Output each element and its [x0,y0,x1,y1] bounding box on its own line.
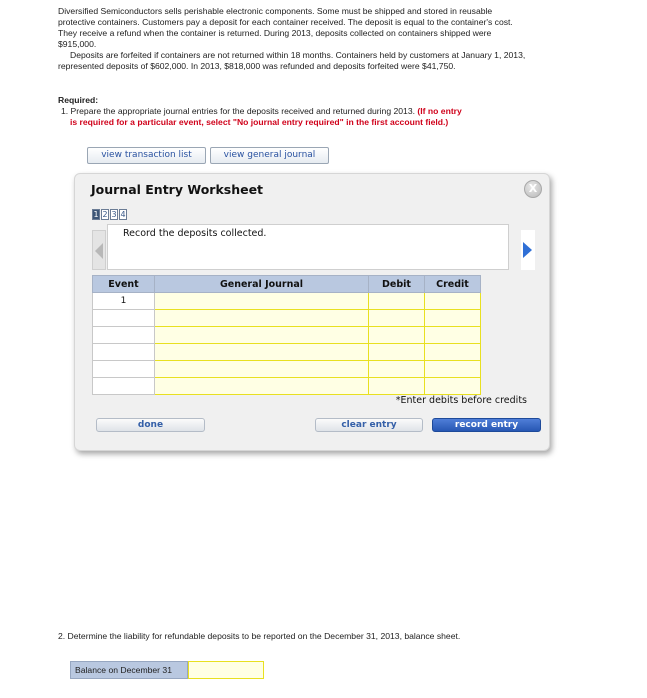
previous-arrow-icon[interactable] [92,230,106,270]
account-field[interactable] [155,361,369,378]
event-cell [93,310,155,327]
required-item-1-note-a: (If no entry [417,106,462,116]
column-header-credit: Credit [425,276,481,293]
event-cell [93,361,155,378]
step-tab-1[interactable]: 1 [93,210,99,219]
table-row [93,378,481,395]
column-header-event: Event [93,276,155,293]
balance-input[interactable] [188,661,264,679]
journal-entry-worksheet [74,173,550,451]
next-arrow-icon[interactable] [521,230,535,270]
problem-statement [58,6,528,72]
debit-field[interactable] [369,310,425,327]
event-cell: 1 [93,293,155,310]
account-field[interactable] [155,293,369,310]
account-field[interactable] [155,344,369,361]
debit-field[interactable] [369,361,425,378]
credit-field[interactable] [425,293,481,310]
balance-label: Balance on December 31 [70,661,188,679]
account-field[interactable] [155,310,369,327]
event-cell [93,344,155,361]
debit-field[interactable] [369,327,425,344]
done-button[interactable]: done [96,418,205,432]
question-2: 2. Determine the liability for refundable deposits to be reported on the December 31, 2013, balance sheet. [58,631,461,641]
worksheet-title: Journal Entry Worksheet [91,182,264,197]
table-row [93,293,481,310]
required-section [58,95,528,128]
view-transaction-list-button[interactable]: view transaction list [87,147,206,164]
step-tab-3[interactable]: 3 [111,210,117,219]
credit-field[interactable] [425,327,481,344]
problem-paragraph-2: Deposits are forfeited if containers are not returned within 18 months. Containers held by customers at January 1, 2013, represented deposits of $602,000. In 2013, $818,000 was refunded and deposits forfeited were $41,750. [58,50,526,71]
event-cell [93,327,155,344]
required-item-1-note-b: is required for a particular event, select "No journal entry required" in the first account field.) [70,117,449,127]
table-row [93,310,481,327]
debit-field[interactable] [369,378,425,395]
table-row [93,344,481,361]
required-item-1 [58,106,528,117]
event-cell [93,378,155,395]
credit-field[interactable] [425,361,481,378]
account-field[interactable] [155,378,369,395]
instruction-box [107,224,509,270]
credit-field[interactable] [425,378,481,395]
column-header-general-journal: General Journal [155,276,369,293]
journal-table [92,275,481,395]
close-icon[interactable]: X [524,180,542,198]
credit-field[interactable] [425,310,481,327]
step-tab-4[interactable]: 4 [120,210,126,219]
debits-before-credits-note: *Enter debits before credits [395,395,527,406]
instruction-text: Record the deposits collected. [123,228,267,239]
column-header-debit: Debit [369,276,425,293]
debit-field[interactable] [369,344,425,361]
record-entry-button[interactable]: record entry [432,418,541,432]
view-general-journal-button[interactable]: view general journal [210,147,329,164]
account-field[interactable] [155,327,369,344]
table-row [93,361,481,378]
clear-entry-button[interactable]: clear entry [315,418,423,432]
credit-field[interactable] [425,344,481,361]
table-row [93,327,481,344]
debit-field[interactable] [369,293,425,310]
required-title: Required: [58,95,99,105]
required-item-1-text: 1. Prepare the appropriate journal entries for the deposits received and returned during 2013. [61,106,416,116]
problem-paragraph-1: Diversified Semiconductors sells perishable electronic components. Some must be shipped and stored in reusable protective containers. Customers pay a deposit for each container received. The deposit is equal to the container's cost. They receive a refund when the container is returned. During 2013, deposits collected on containers shipped were $915,000. [58,6,513,49]
step-tabs [92,209,127,220]
step-tab-2[interactable]: 2 [102,210,108,219]
